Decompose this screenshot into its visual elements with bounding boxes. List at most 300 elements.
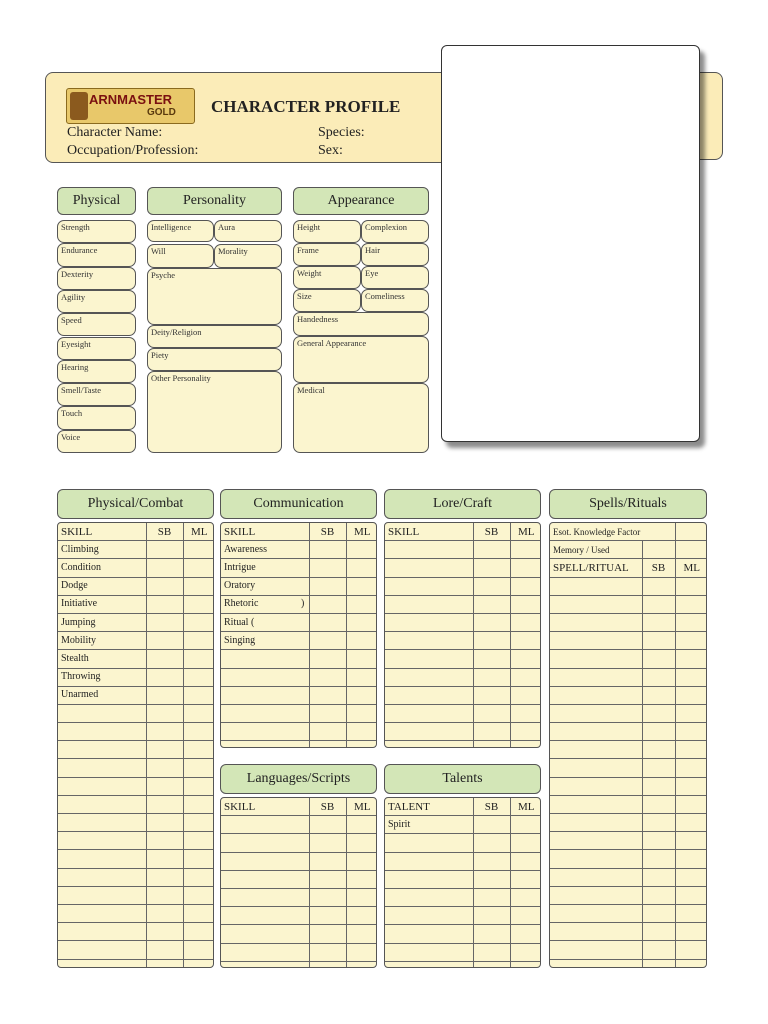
skill-name-cell[interactable]: Ritual (: [221, 613, 309, 631]
skill-ml-cell[interactable]: [510, 961, 541, 968]
skill-name-cell[interactable]: [385, 613, 473, 631]
spell-name-cell[interactable]: [550, 868, 642, 886]
skill-name-cell[interactable]: [221, 943, 309, 961]
spell-sb-cell[interactable]: [642, 814, 675, 832]
skill-name-cell[interactable]: Climbing: [58, 541, 146, 559]
spell-name-cell[interactable]: [550, 777, 642, 795]
skill-ml-cell[interactable]: [510, 595, 541, 613]
spell-ml-cell[interactable]: [675, 959, 707, 968]
spell-ml-cell[interactable]: [675, 595, 707, 613]
spell-ml-cell[interactable]: [675, 632, 707, 650]
spell-name-cell[interactable]: [550, 723, 642, 741]
spell-sb-cell[interactable]: [642, 777, 675, 795]
psyche-field[interactable]: [147, 268, 282, 325]
skill-sb-cell[interactable]: [309, 613, 346, 631]
spell-sb-cell[interactable]: [642, 577, 675, 595]
skill-sb-cell[interactable]: [309, 741, 346, 748]
skill-name-cell[interactable]: Spirit: [385, 816, 473, 834]
skill-name-cell[interactable]: [221, 888, 309, 906]
skill-sb-cell[interactable]: [146, 686, 183, 704]
skill-name-cell[interactable]: [385, 943, 473, 961]
skill-sb-cell[interactable]: [146, 650, 183, 668]
skill-name-cell[interactable]: [221, 723, 309, 741]
skill-sb-cell[interactable]: [146, 923, 183, 941]
skill-sb-cell[interactable]: [309, 541, 346, 559]
skill-name-cell[interactable]: Initiative: [58, 595, 146, 613]
spell-name-cell[interactable]: [550, 959, 642, 968]
skill-sb-cell[interactable]: [473, 888, 510, 906]
spell-name-cell[interactable]: [550, 668, 642, 686]
skill-sb-cell[interactable]: [146, 559, 183, 577]
skill-sb-cell[interactable]: [146, 886, 183, 904]
spell-name-cell[interactable]: [550, 759, 642, 777]
skill-sb-cell[interactable]: [309, 559, 346, 577]
skill-name-cell[interactable]: [221, 668, 309, 686]
skill-ml-cell[interactable]: [183, 886, 214, 904]
skill-ml-cell[interactable]: [346, 632, 377, 650]
skill-name-cell[interactable]: [58, 904, 146, 922]
complexion-field[interactable]: [361, 220, 429, 243]
physical-attr-field[interactable]: [57, 290, 136, 313]
skill-name-cell[interactable]: [221, 834, 309, 852]
skill-name-cell[interactable]: Oratory: [221, 577, 309, 595]
skill-name-cell[interactable]: [221, 686, 309, 704]
spell-sb-cell[interactable]: [642, 868, 675, 886]
skill-name-cell[interactable]: [385, 686, 473, 704]
skill-name-cell[interactable]: Intrigue: [221, 559, 309, 577]
spell-sb-cell[interactable]: [642, 613, 675, 631]
skill-name-cell[interactable]: [221, 852, 309, 870]
skill-ml-cell[interactable]: [510, 668, 541, 686]
skill-sb-cell[interactable]: [146, 723, 183, 741]
skill-ml-cell[interactable]: [510, 541, 541, 559]
skill-name-cell[interactable]: [58, 832, 146, 850]
skill-sb-cell[interactable]: [309, 943, 346, 961]
skill-sb-cell[interactable]: [146, 668, 183, 686]
skill-name-cell[interactable]: [385, 870, 473, 888]
skill-sb-cell[interactable]: [146, 577, 183, 595]
skill-name-cell[interactable]: Awareness: [221, 541, 309, 559]
skill-ml-cell[interactable]: [346, 870, 377, 888]
table-row: [385, 888, 541, 906]
skill-name-cell[interactable]: [58, 941, 146, 959]
skill-name-cell[interactable]: [221, 925, 309, 943]
skill-ml-cell[interactable]: [510, 650, 541, 668]
skill-ml-cell[interactable]: [183, 959, 214, 968]
skill-sb-cell[interactable]: [146, 868, 183, 886]
spell-sb-cell[interactable]: [642, 759, 675, 777]
spell-name-cell[interactable]: [550, 850, 642, 868]
skill-sb-cell[interactable]: [473, 668, 510, 686]
skill-name-cell[interactable]: [221, 741, 309, 748]
skill-name-cell[interactable]: [58, 923, 146, 941]
skill-ml-cell[interactable]: [346, 852, 377, 870]
skill-sb-cell[interactable]: [473, 925, 510, 943]
skill-name-cell[interactable]: Throwing: [58, 668, 146, 686]
skill-ml-cell[interactable]: [183, 723, 214, 741]
spell-name-cell[interactable]: [550, 941, 642, 959]
skill-sb-cell[interactable]: [309, 888, 346, 906]
skill-name-cell[interactable]: [385, 650, 473, 668]
skill-sb-cell[interactable]: [146, 850, 183, 868]
skill-name-cell[interactable]: [221, 870, 309, 888]
skill-sb-cell[interactable]: [146, 832, 183, 850]
skill-ml-cell[interactable]: [183, 668, 214, 686]
spell-ml-cell[interactable]: [675, 850, 707, 868]
skill-sb-cell[interactable]: [473, 723, 510, 741]
spell-name-cell[interactable]: [550, 923, 642, 941]
spell-name-cell[interactable]: [550, 795, 642, 813]
spell-ml-cell[interactable]: [675, 686, 707, 704]
skill-name-cell[interactable]: [58, 868, 146, 886]
skill-sb-cell[interactable]: [309, 723, 346, 741]
skill-name-cell[interactable]: [221, 704, 309, 722]
skill-ml-cell[interactable]: [510, 888, 541, 906]
skill-sb-cell[interactable]: [309, 650, 346, 668]
physical-attr-field[interactable]: [57, 313, 136, 336]
spell-name-cell[interactable]: [550, 613, 642, 631]
spell-ml-cell[interactable]: [675, 704, 707, 722]
skill-sb-cell[interactable]: [146, 904, 183, 922]
used-value[interactable]: [675, 541, 707, 559]
skill-ml-cell[interactable]: [346, 816, 377, 834]
skill-name-cell[interactable]: [58, 814, 146, 832]
skill-name-cell[interactable]: [58, 777, 146, 795]
memory-value[interactable]: [642, 541, 675, 559]
skill-ml-cell[interactable]: [183, 613, 214, 631]
skill-ml-cell[interactable]: [510, 723, 541, 741]
spell-name-cell[interactable]: [550, 814, 642, 832]
spell-name-cell[interactable]: [550, 832, 642, 850]
spell-name-cell[interactable]: [550, 686, 642, 704]
skill-ml-cell[interactable]: [346, 943, 377, 961]
size-field[interactable]: [293, 289, 361, 312]
spell-name-cell[interactable]: [550, 886, 642, 904]
skill-ml-cell[interactable]: [346, 741, 377, 748]
skill-ml-cell[interactable]: [183, 814, 214, 832]
skill-sb-cell[interactable]: [473, 870, 510, 888]
skill-ml-cell[interactable]: [510, 816, 541, 834]
spell-sb-cell[interactable]: [642, 832, 675, 850]
spell-name-cell[interactable]: [550, 704, 642, 722]
spell-ml-cell[interactable]: [675, 577, 707, 595]
skill-sb-cell[interactable]: [146, 632, 183, 650]
skill-ml-cell[interactable]: [346, 907, 377, 925]
general-appearance-field[interactable]: [293, 336, 429, 383]
spell-name-cell[interactable]: [550, 577, 642, 595]
deity-field[interactable]: [147, 325, 282, 348]
skill-ml-cell[interactable]: [183, 632, 214, 650]
morality-field[interactable]: [214, 244, 282, 268]
spell-sb-cell[interactable]: [642, 704, 675, 722]
portrait-box[interactable]: [441, 45, 700, 442]
will-field[interactable]: [147, 244, 214, 268]
spell-ml-cell[interactable]: [675, 868, 707, 886]
skill-sb-cell[interactable]: [146, 759, 183, 777]
skill-ml-cell[interactable]: [346, 961, 377, 968]
skill-name-cell[interactable]: [385, 961, 473, 968]
comeliness-field[interactable]: [361, 289, 429, 312]
physical-attr-field[interactable]: [57, 430, 136, 453]
skill-sb-cell[interactable]: [473, 613, 510, 631]
hair-field[interactable]: [361, 243, 429, 266]
skill-sb-cell[interactable]: [473, 686, 510, 704]
skill-sb-cell[interactable]: [146, 595, 183, 613]
spell-sb-cell[interactable]: [642, 850, 675, 868]
piety-field[interactable]: [147, 348, 282, 371]
skill-name-cell[interactable]: [58, 886, 146, 904]
spell-name-cell[interactable]: [550, 632, 642, 650]
skill-ml-cell[interactable]: [510, 613, 541, 631]
skill-name-cell[interactable]: [385, 741, 473, 748]
skill-ml-cell[interactable]: [346, 668, 377, 686]
skill-name-cell[interactable]: [385, 852, 473, 870]
skill-sb-cell[interactable]: [473, 704, 510, 722]
skill-ml-cell[interactable]: [183, 868, 214, 886]
spell-ml-cell[interactable]: [675, 904, 707, 922]
skill-sb-cell[interactable]: [473, 943, 510, 961]
spell-ml-cell[interactable]: [675, 777, 707, 795]
skill-ml-cell[interactable]: [346, 650, 377, 668]
spell-ml-cell[interactable]: [675, 941, 707, 959]
skill-name-cell[interactable]: [58, 759, 146, 777]
skill-sb-cell[interactable]: [146, 613, 183, 631]
skill-ml-cell[interactable]: [183, 941, 214, 959]
skill-name-cell[interactable]: [58, 741, 146, 759]
skill-ml-cell[interactable]: [346, 686, 377, 704]
skill-ml-cell[interactable]: [510, 925, 541, 943]
spell-ml-cell[interactable]: [675, 814, 707, 832]
skill-name-cell[interactable]: [58, 795, 146, 813]
skill-sb-cell[interactable]: [146, 704, 183, 722]
spell-name-cell[interactable]: [550, 595, 642, 613]
skill-name-cell[interactable]: Dodge: [58, 577, 146, 595]
spell-ml-cell[interactable]: [675, 795, 707, 813]
skill-ml-cell[interactable]: [183, 577, 214, 595]
skill-ml-cell[interactable]: [183, 759, 214, 777]
skill-ml-cell[interactable]: [346, 613, 377, 631]
skill-ml-cell[interactable]: [346, 723, 377, 741]
skill-name-cell[interactable]: [58, 850, 146, 868]
skill-ml-cell[interactable]: [183, 686, 214, 704]
skill-name-cell[interactable]: [385, 834, 473, 852]
skill-ml-cell[interactable]: [346, 559, 377, 577]
esot-knowledge-value[interactable]: [675, 523, 707, 541]
skill-sb-cell[interactable]: [473, 541, 510, 559]
languages-header: Languages/Scripts: [220, 764, 377, 794]
skill-ml-cell[interactable]: [183, 923, 214, 941]
skill-ml-cell[interactable]: [510, 870, 541, 888]
spell-sb-cell[interactable]: [642, 923, 675, 941]
skill-sb-cell[interactable]: [473, 834, 510, 852]
skill-sb-cell[interactable]: [309, 870, 346, 888]
skill-sb-cell[interactable]: [473, 559, 510, 577]
spell-sb-cell[interactable]: [642, 595, 675, 613]
skill-sb-cell[interactable]: [473, 577, 510, 595]
skill-sb-cell[interactable]: [309, 961, 346, 968]
skill-sb-cell[interactable]: [146, 795, 183, 813]
skill-sb-cell[interactable]: [309, 704, 346, 722]
skill-name-cell[interactable]: [385, 888, 473, 906]
skill-name-cell[interactable]: [221, 961, 309, 968]
skill-name-cell[interactable]: [385, 632, 473, 650]
spell-sb-cell[interactable]: [642, 632, 675, 650]
skill-ml-cell[interactable]: [510, 741, 541, 748]
skill-name-cell[interactable]: [385, 668, 473, 686]
skill-sb-cell[interactable]: [309, 668, 346, 686]
spell-sb-cell[interactable]: [642, 668, 675, 686]
skill-sb-cell[interactable]: [309, 834, 346, 852]
spell-sb-cell[interactable]: [642, 795, 675, 813]
skill-sb-cell[interactable]: [146, 941, 183, 959]
skill-sb-cell[interactable]: [473, 852, 510, 870]
weight-field[interactable]: [293, 266, 361, 289]
spell-sb-cell[interactable]: [642, 941, 675, 959]
skill-ml-cell[interactable]: [183, 704, 214, 722]
skill-ml-cell[interactable]: [346, 925, 377, 943]
skill-ml-cell[interactable]: [346, 541, 377, 559]
skill-sb-cell[interactable]: [146, 814, 183, 832]
skill-name-cell[interactable]: [58, 959, 146, 968]
spell-ml-cell[interactable]: [675, 923, 707, 941]
skill-ml-cell[interactable]: [183, 795, 214, 813]
skill-sb-cell[interactable]: [309, 686, 346, 704]
spell-sb-cell[interactable]: [642, 686, 675, 704]
physical-attr-field[interactable]: [57, 337, 136, 360]
spell-ml-cell[interactable]: [675, 668, 707, 686]
spell-name-cell[interactable]: [550, 741, 642, 759]
skill-name-cell[interactable]: [385, 595, 473, 613]
skill-sb-cell[interactable]: [309, 907, 346, 925]
height-field[interactable]: [293, 220, 361, 243]
spell-sb-cell[interactable]: [642, 959, 675, 968]
skill-ml-cell[interactable]: [510, 559, 541, 577]
frame-field[interactable]: [293, 243, 361, 266]
skill-ml-cell[interactable]: [183, 741, 214, 759]
skill-name-cell[interactable]: [221, 650, 309, 668]
spell-sb-cell[interactable]: [642, 723, 675, 741]
eye-field[interactable]: [361, 266, 429, 289]
skill-ml-cell[interactable]: [183, 650, 214, 668]
intelligence-field[interactable]: [147, 220, 214, 242]
skill-name-cell[interactable]: [385, 704, 473, 722]
skill-sb-cell[interactable]: [309, 577, 346, 595]
skill-ml-cell[interactable]: [346, 888, 377, 906]
skill-ml-cell[interactable]: [510, 632, 541, 650]
skill-sb-cell[interactable]: [309, 816, 346, 834]
skill-sb-cell[interactable]: [473, 632, 510, 650]
physical-attr-field[interactable]: [57, 243, 136, 266]
spell-sb-cell[interactable]: [642, 886, 675, 904]
physical-attr-field[interactable]: [57, 267, 136, 290]
spell-ml-cell[interactable]: [675, 886, 707, 904]
skill-name-cell[interactable]: [385, 925, 473, 943]
spell-ml-cell[interactable]: [675, 759, 707, 777]
skill-name-cell[interactable]: [385, 577, 473, 595]
skill-ml-cell[interactable]: [510, 943, 541, 961]
skill-ml-cell[interactable]: [346, 704, 377, 722]
skill-sb-cell[interactable]: [473, 961, 510, 968]
physical-attr-field[interactable]: [57, 220, 136, 243]
skill-sb-cell[interactable]: [146, 777, 183, 795]
skill-sb-cell[interactable]: [309, 852, 346, 870]
handedness-field[interactable]: [293, 312, 429, 336]
skill-ml-cell[interactable]: [183, 832, 214, 850]
skill-name-cell[interactable]: [221, 816, 309, 834]
skill-name-cell[interactable]: Stealth: [58, 650, 146, 668]
skill-sb-cell[interactable]: [473, 650, 510, 668]
spell-ml-cell[interactable]: [675, 741, 707, 759]
physical-attr-field[interactable]: [57, 406, 136, 429]
skill-sb-cell[interactable]: [309, 632, 346, 650]
skill-sb-cell[interactable]: [146, 741, 183, 759]
skill-ml-cell[interactable]: [183, 595, 214, 613]
skill-ml-cell[interactable]: [510, 686, 541, 704]
spell-name-cell[interactable]: [550, 904, 642, 922]
skill-name-cell[interactable]: [385, 723, 473, 741]
skill-name-cell[interactable]: [385, 541, 473, 559]
spell-sb-cell[interactable]: [642, 741, 675, 759]
skill-sb-cell[interactable]: [309, 925, 346, 943]
skill-sb-cell[interactable]: [309, 595, 346, 613]
skill-ml-cell[interactable]: [183, 904, 214, 922]
handedness-label: Handedness: [297, 314, 339, 324]
skill-ml-cell[interactable]: [346, 595, 377, 613]
medical-field[interactable]: [293, 383, 429, 453]
skill-name-cell[interactable]: [385, 907, 473, 925]
skill-name-cell[interactable]: Jumping: [58, 613, 146, 631]
skill-name-cell[interactable]: [58, 723, 146, 741]
skill-ml-cell[interactable]: [510, 577, 541, 595]
skill-name-cell[interactable]: Singing: [221, 632, 309, 650]
spell-ml-cell[interactable]: [675, 832, 707, 850]
skill-ml-cell[interactable]: [510, 704, 541, 722]
skill-sb-cell[interactable]: [146, 959, 183, 968]
skill-name-cell[interactable]: Rhetoric ): [221, 595, 309, 613]
other-personality-field[interactable]: [147, 371, 282, 453]
skill-sb-cell[interactable]: [473, 595, 510, 613]
spell-name-cell[interactable]: [550, 650, 642, 668]
skill-sb-cell[interactable]: [473, 741, 510, 748]
spell-ml-cell[interactable]: [675, 723, 707, 741]
spell-ml-cell[interactable]: [675, 613, 707, 631]
skill-ml-cell[interactable]: [183, 559, 214, 577]
skill-name-cell[interactable]: [221, 907, 309, 925]
skill-ml-cell[interactable]: [510, 852, 541, 870]
skill-ml-cell[interactable]: [183, 541, 214, 559]
skill-ml-cell[interactable]: [183, 850, 214, 868]
skill-sb-cell[interactable]: [146, 541, 183, 559]
spell-sb-cell[interactable]: [642, 904, 675, 922]
skill-ml-cell[interactable]: [346, 577, 377, 595]
skill-name-cell[interactable]: [385, 559, 473, 577]
skill-ml-cell[interactable]: [183, 777, 214, 795]
skill-name-cell[interactable]: Condition: [58, 559, 146, 577]
physical-attr-field[interactable]: [57, 360, 136, 383]
skill-name-cell[interactable]: Mobility: [58, 632, 146, 650]
aura-field[interactable]: [214, 220, 282, 242]
skill-sb-cell[interactable]: [473, 816, 510, 834]
spell-sb-cell[interactable]: [642, 650, 675, 668]
skill-name-cell[interactable]: [58, 704, 146, 722]
skill-ml-cell[interactable]: [510, 907, 541, 925]
physical-attr-field[interactable]: [57, 383, 136, 406]
skill-sb-cell[interactable]: [473, 907, 510, 925]
skill-name-cell[interactable]: Unarmed: [58, 686, 146, 704]
skill-ml-cell[interactable]: [510, 834, 541, 852]
spell-ml-cell[interactable]: [675, 650, 707, 668]
skill-ml-cell[interactable]: [346, 834, 377, 852]
